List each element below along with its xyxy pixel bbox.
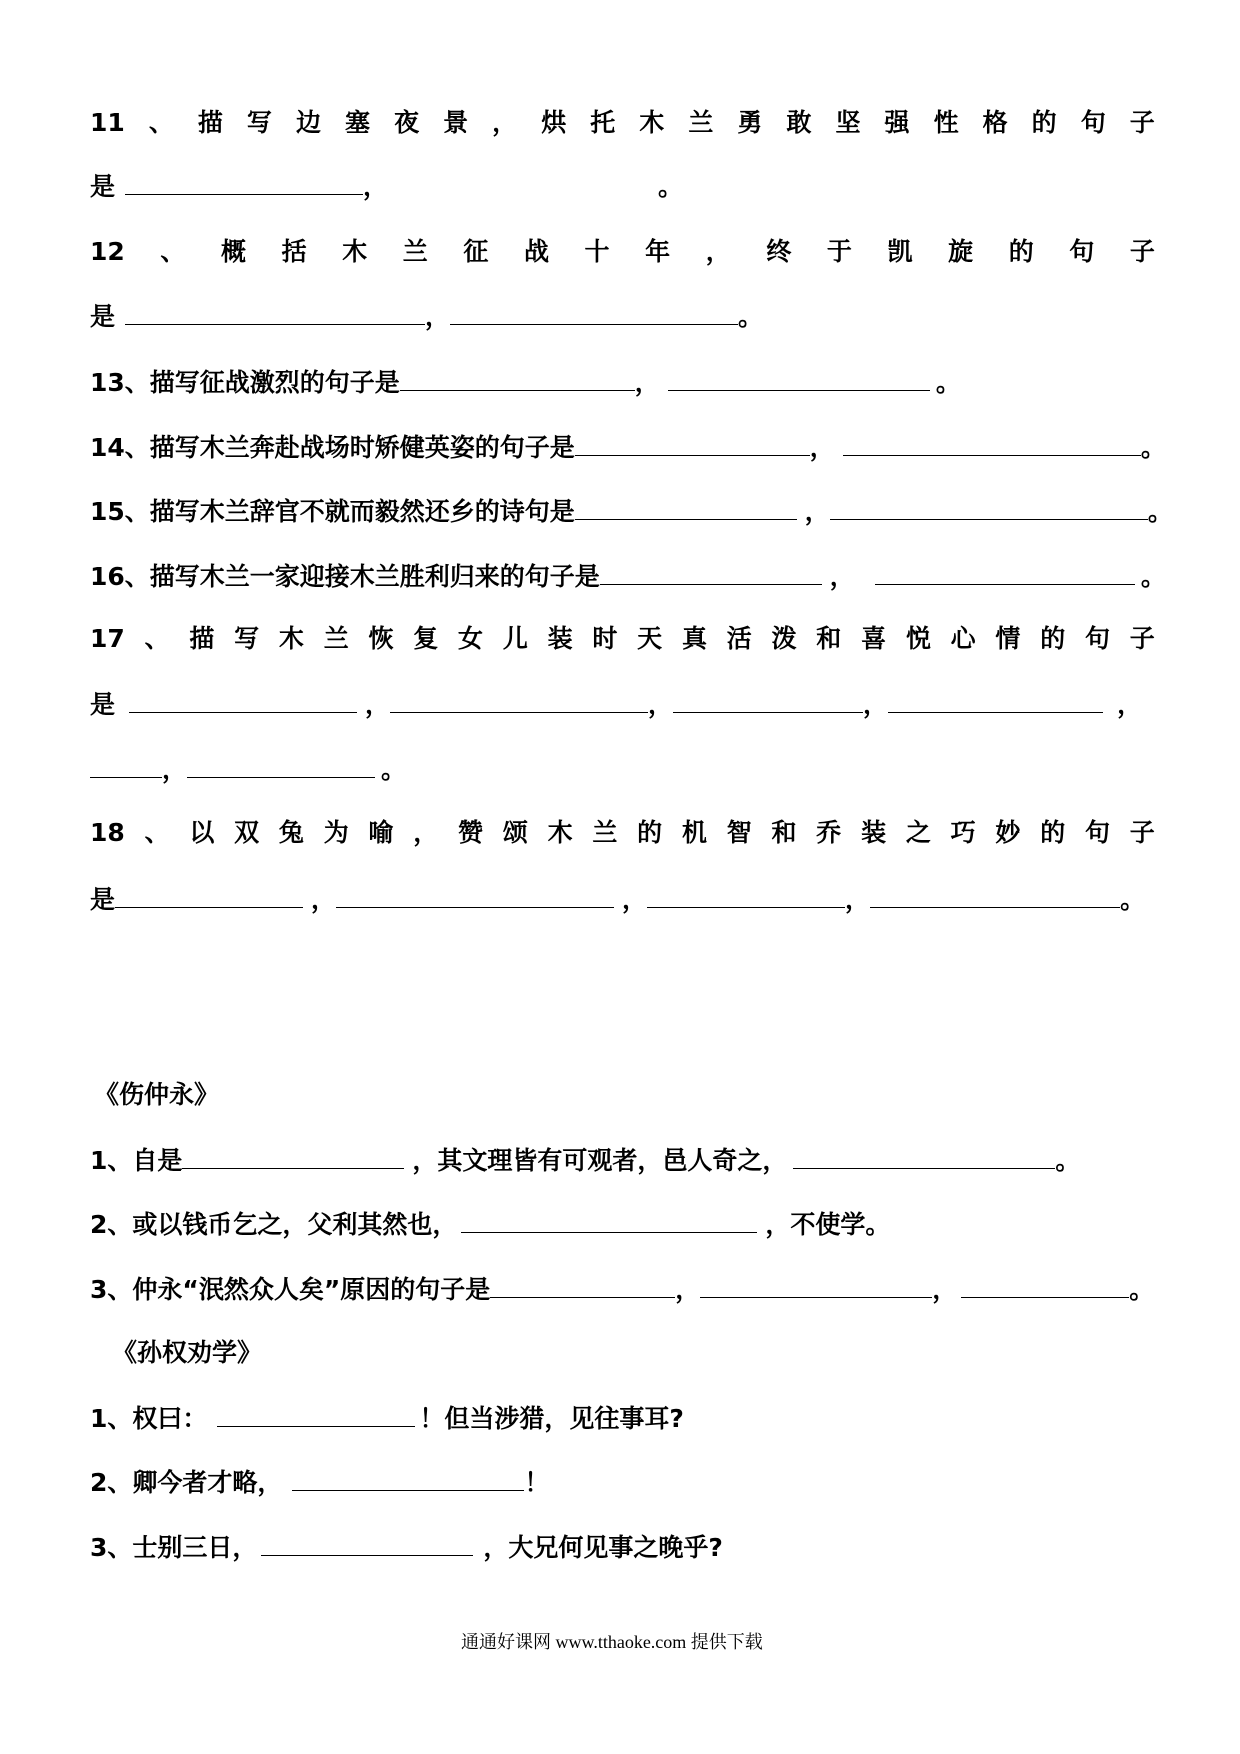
- question-char: 活: [726, 624, 752, 653]
- question-char: 塞: [345, 108, 371, 137]
- answer-blank[interactable]: [400, 368, 635, 391]
- question-char: 战: [523, 237, 549, 266]
- q11-line2: 是 ， 。: [90, 172, 684, 201]
- question-char: 旋: [948, 237, 974, 266]
- question-char: 子: [1129, 818, 1155, 847]
- question-char: 天: [637, 624, 663, 653]
- question-char: 女: [458, 624, 484, 653]
- question-char: 征: [463, 237, 489, 266]
- question-char: 十: [584, 237, 610, 266]
- answer-blank[interactable]: [600, 562, 822, 585]
- answer-blank[interactable]: [261, 1533, 473, 1556]
- question-char: 句: [1084, 624, 1110, 653]
- question-char: ，: [705, 237, 731, 266]
- question-char: 12: [90, 237, 125, 266]
- question-char: 勇: [737, 108, 763, 137]
- question-char: 恢: [368, 624, 394, 653]
- section-title-shang-zhongyong: 《伤仲永》: [94, 1080, 220, 1109]
- answer-blank[interactable]: [961, 1275, 1129, 1298]
- question-char: 的: [1040, 818, 1066, 847]
- answer-blank[interactable]: [668, 368, 930, 391]
- q18-line2: 是 ， ， ， 。: [90, 885, 1146, 914]
- question-char: 于: [826, 237, 852, 266]
- question-char: 句: [1084, 818, 1110, 847]
- question-char: 之: [905, 818, 931, 847]
- answer-blank[interactable]: [125, 172, 363, 195]
- answer-blank[interactable]: [90, 755, 162, 778]
- answer-blank[interactable]: [888, 690, 1103, 713]
- question-char: 18: [90, 818, 125, 847]
- question-char: 妙: [995, 818, 1021, 847]
- question-char: 的: [1008, 237, 1034, 266]
- answer-blank[interactable]: [490, 1275, 675, 1298]
- question-char: 托: [590, 108, 616, 137]
- question-char: 子: [1129, 108, 1155, 137]
- question-char: 双: [234, 818, 260, 847]
- answer-blank[interactable]: [870, 885, 1120, 908]
- question-char: 兰: [688, 108, 714, 137]
- question-char: 情: [995, 624, 1021, 653]
- question-char: 装: [547, 624, 573, 653]
- question-char: 木: [639, 108, 665, 137]
- answer-blank[interactable]: [450, 302, 738, 325]
- answer-blank[interactable]: [875, 562, 1135, 585]
- question-char: 年: [645, 237, 671, 266]
- sq-q2: 2、卿今者才略， ！: [90, 1468, 550, 1497]
- question-char: 兰: [323, 624, 349, 653]
- szy-q3: 3、仲永“泯然众人矣”原因的句子是 ， ， 。: [90, 1275, 1155, 1304]
- question-char: 句: [1069, 237, 1095, 266]
- question-char: 乔: [816, 818, 842, 847]
- question-char: 、: [144, 818, 170, 847]
- question-char: 兰: [592, 818, 618, 847]
- question-char: 和: [771, 818, 797, 847]
- question-char: 句: [1080, 108, 1106, 137]
- question-char: 兔: [278, 818, 304, 847]
- question-char: 描: [197, 108, 223, 137]
- answer-blank[interactable]: [292, 1468, 524, 1491]
- answer-blank[interactable]: [575, 497, 797, 520]
- answer-blank[interactable]: [843, 433, 1141, 456]
- question-char: 时: [592, 624, 618, 653]
- section-title-sunquan: 《孙权劝学》: [112, 1338, 263, 1367]
- footer-credit: 通通好课网 www.tthaoke.com 提供下载: [461, 1632, 763, 1652]
- answer-blank[interactable]: [793, 1146, 1055, 1169]
- question-char: 巧: [950, 818, 976, 847]
- answer-blank[interactable]: [217, 1404, 415, 1427]
- sq-q1: 1、权曰： ！但当涉猎，见往事耳?: [90, 1404, 684, 1433]
- q14: 14、描写木兰奔赴战场时矫健英姿的句子是 ， 。: [90, 433, 1166, 462]
- question-char: 泼: [771, 624, 797, 653]
- question-char: 、: [144, 624, 170, 653]
- question-char: 子: [1129, 237, 1155, 266]
- question-char: ，: [413, 818, 439, 847]
- question-char: 敢: [786, 108, 812, 137]
- question-char: 夜: [394, 108, 420, 137]
- question-char: 真: [681, 624, 707, 653]
- question-char: 括: [281, 237, 307, 266]
- question-char: 概: [220, 237, 246, 266]
- q17-line3: ， 。: [90, 755, 406, 785]
- question-char: 木: [547, 818, 573, 847]
- answer-blank[interactable]: [182, 1146, 404, 1169]
- question-char: 描: [189, 624, 215, 653]
- answer-blank[interactable]: [125, 302, 425, 325]
- question-char: 颂: [502, 818, 528, 847]
- question-char: 坚: [835, 108, 861, 137]
- question-char: 智: [726, 818, 752, 847]
- answer-blank[interactable]: [830, 497, 1148, 520]
- question-char: 子: [1129, 624, 1155, 653]
- question-char: 心: [950, 624, 976, 653]
- answer-blank[interactable]: [336, 885, 614, 908]
- question-char: 的: [1040, 624, 1066, 653]
- question-char: 、: [148, 108, 174, 137]
- q13: 13、描写征战激烈的句子是 ， 。: [90, 368, 961, 397]
- question-char: 烘: [541, 108, 567, 137]
- question-char: 、: [160, 237, 186, 266]
- answer-blank[interactable]: [129, 690, 357, 713]
- answer-blank[interactable]: [115, 885, 303, 908]
- q18-line1: [90, 818, 1155, 848]
- question-char: 以: [189, 818, 215, 847]
- q16: 16、描写木兰一家迎接木兰胜利归来的句子是 ， 。: [90, 562, 1166, 591]
- question-char: 边: [295, 108, 321, 137]
- question-char: 的: [637, 818, 663, 847]
- question-char: 赞: [458, 818, 484, 847]
- question-char: 儿: [502, 624, 528, 653]
- q17-line2: 是 ， ， ， ，: [90, 690, 1143, 719]
- answer-blank[interactable]: [461, 1210, 757, 1233]
- sq-q3: 3、士别三日， ，大兄何见事之晚乎?: [90, 1533, 723, 1562]
- answer-blank[interactable]: [647, 885, 845, 908]
- question-char: 机: [681, 818, 707, 847]
- question-char: 格: [982, 108, 1008, 137]
- question-char: 写: [246, 108, 272, 137]
- question-char: 性: [933, 108, 959, 137]
- answer-blank[interactable]: [700, 1275, 932, 1298]
- szy-q2: 2、或以钱币乞之，父利其然也， ，不使学。: [90, 1210, 891, 1239]
- question-char: 终: [766, 237, 792, 266]
- question-char: 写: [234, 624, 260, 653]
- question-char: 喻: [368, 818, 394, 847]
- q17-line1: [90, 624, 1155, 654]
- question-char: 景: [443, 108, 469, 137]
- question-char: 兰: [402, 237, 428, 266]
- question-char: 木: [342, 237, 368, 266]
- q15: 15、描写木兰辞官不就而毅然还乡的诗句是 ， 。: [90, 497, 1173, 526]
- question-char: 17: [90, 624, 125, 653]
- q12-line1: [90, 237, 1155, 267]
- answer-blank[interactable]: [187, 755, 375, 778]
- question-char: 悦: [905, 624, 931, 653]
- question-char: 为: [323, 818, 349, 847]
- q12-line2: 是 ， 。: [90, 302, 764, 331]
- answer-blank[interactable]: [575, 433, 810, 456]
- question-char: 喜: [861, 624, 887, 653]
- question-char: 木: [278, 624, 304, 653]
- question-char: 强: [884, 108, 910, 137]
- question-char: 和: [816, 624, 842, 653]
- question-char: 复: [413, 624, 439, 653]
- q11-line1: [90, 108, 1155, 138]
- question-char: 11: [90, 108, 125, 137]
- question-char: ，: [492, 108, 518, 137]
- question-char: 的: [1031, 108, 1057, 137]
- answer-blank[interactable]: [673, 690, 863, 713]
- szy-q1: 1、自是 ，其文理皆有可观者，邑人奇之， 。: [90, 1146, 1081, 1175]
- answer-blank[interactable]: [390, 690, 648, 713]
- question-char: 凯: [887, 237, 913, 266]
- question-char: 装: [861, 818, 887, 847]
